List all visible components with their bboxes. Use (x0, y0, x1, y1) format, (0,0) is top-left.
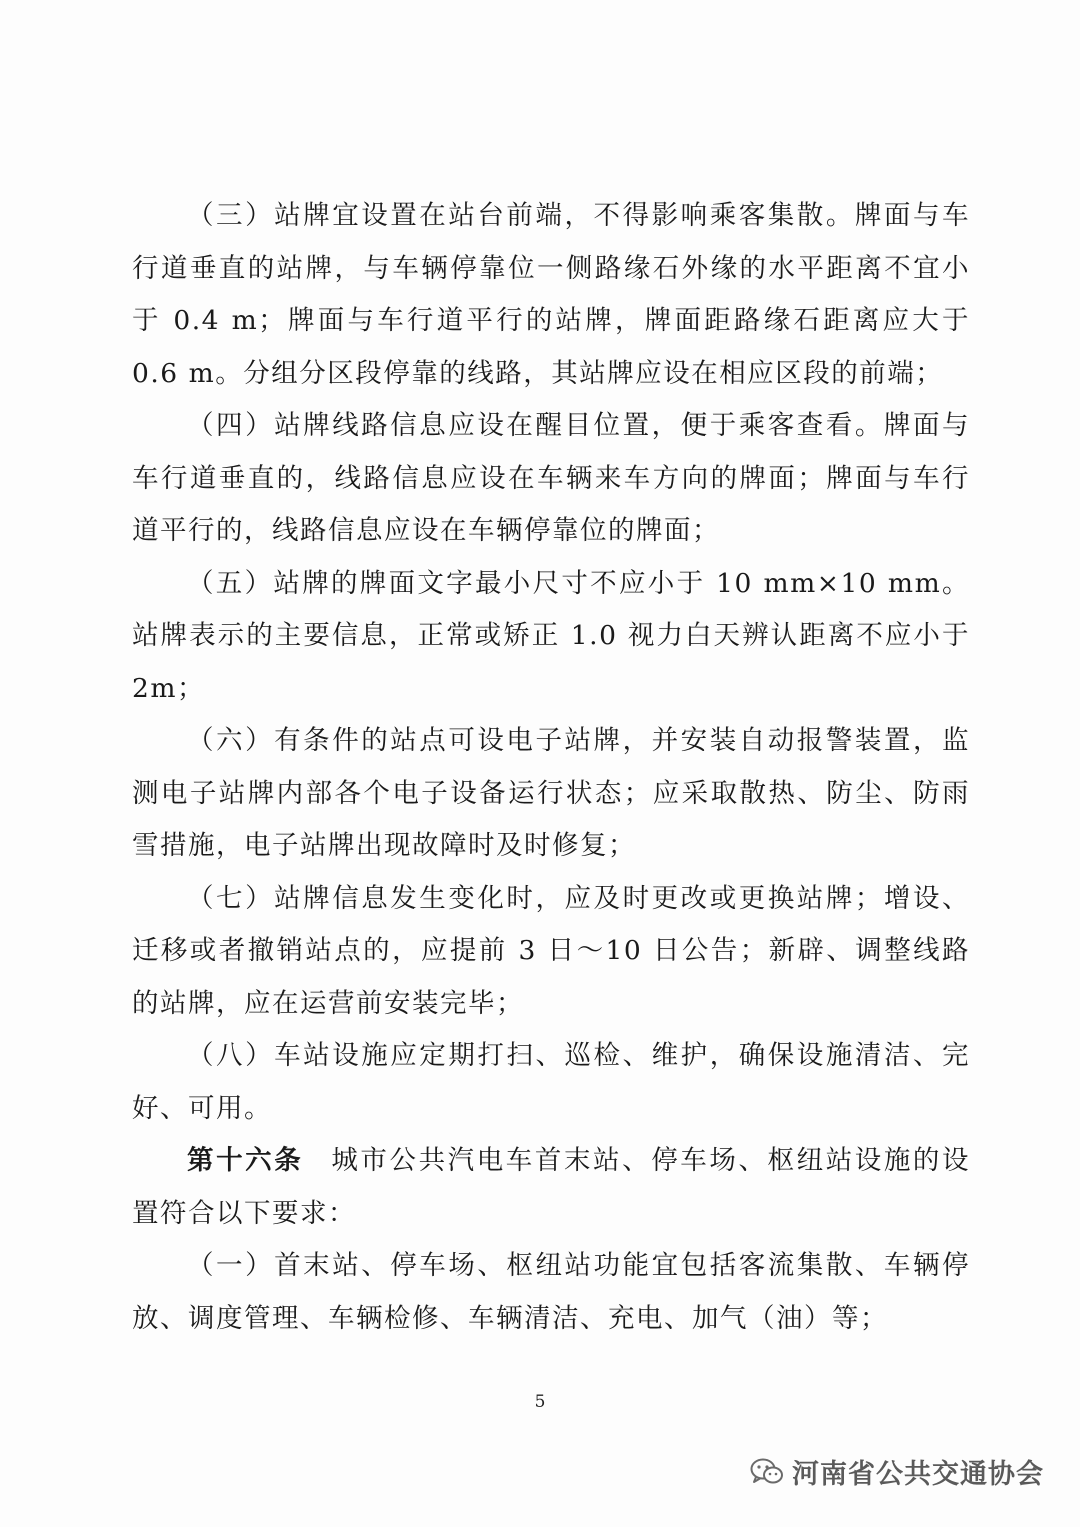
document-body (132, 190, 970, 1345)
article-16-heading: 第十六条 (187, 1145, 304, 1176)
wechat-icon (750, 1458, 784, 1486)
paragraph-8: （八）车站设施应定期打扫、巡检、维护，确保设施清洁、完好、可用。 (132, 1040, 970, 1124)
paragraph-7: （七）站牌信息发生变化时，应及时更改或更换站牌；增设、迁移或者撤销站点的，应提前 3 日～10 日公告；新辟、调整线路的站牌，应在运营前安装完毕； (132, 882, 970, 1019)
paragraph-5: （五）站牌的牌面文字最小尺寸不应小于 10 mm×10 mm。站牌表示的主要信息，正常或矫正 1.0 视力白天辨认距离不应小于 2m； (132, 567, 970, 704)
paragraph-3: （三）站牌宜设置在站台前端，不得影响乘客集散。牌面与车行道垂直的站牌，与车辆停靠位一侧路缘石外缘的水平距离不宜小于 0.4 m；牌面与车行道平行的站牌，牌面距路缘石距离应大于 0.6 m。分组分区段停靠的线路，其站牌应设在相应区段的前端； (132, 200, 970, 389)
paragraph-4: （四）站牌线路信息应设在醒目位置，便于乘客查看。牌面与车行道垂直的，线路信息应设在车辆来车方向的牌面；牌面与车行道平行的，线路信息应设在车辆停靠位的牌面； (132, 410, 970, 546)
article-16-item-1: （一）首末站、停车场、枢纽站功能宜包括客流集散、车辆停放、调度管理、车辆检修、车辆清洁、充电、加气（油）等； (132, 1250, 970, 1334)
article-16 (132, 1135, 970, 1240)
article-16-text: 城市公共汽电车首末站、停车场、枢纽站设施的设置符合以下要求： (132, 1145, 971, 1229)
page-number: 5 (534, 1392, 546, 1412)
paragraph-6: （六）有条件的站点可设电子站牌，并安装自动报警装置，监测电子站牌内部各个电子设备运行状态；应采取散热、防尘、防雨雪措施，电子站牌出现故障时及时修复； (132, 725, 970, 861)
watermark-text: 河南省公共交通协会 (792, 1459, 1044, 1490)
watermark (750, 1452, 1044, 1491)
